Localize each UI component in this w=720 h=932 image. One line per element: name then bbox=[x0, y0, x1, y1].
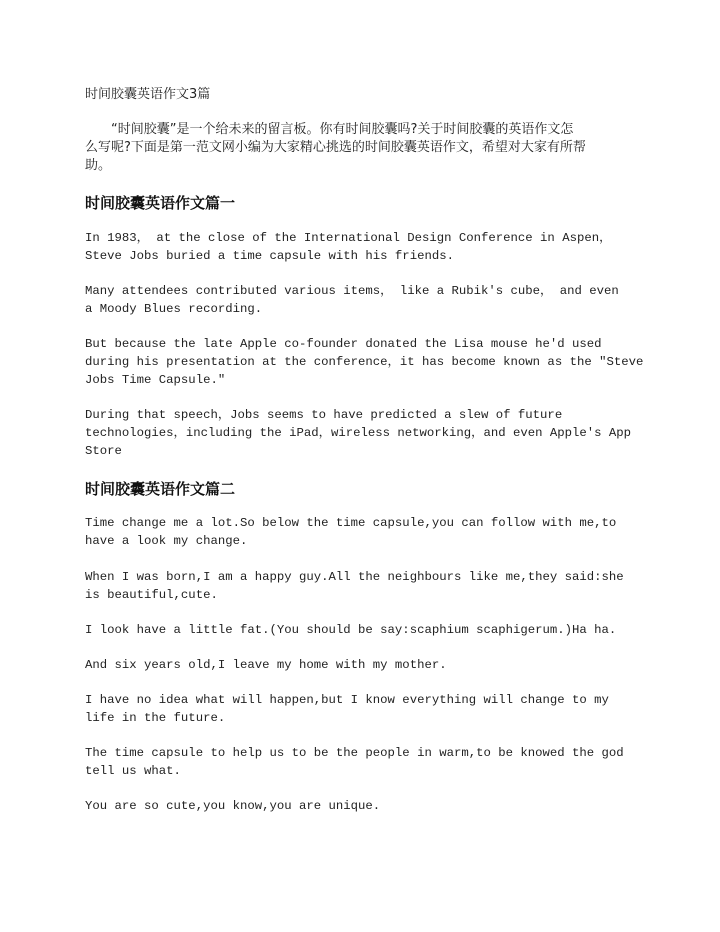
paragraph: Many attendees contributed various items， like a Rubik's cube， and even a Moody Blues recording. bbox=[85, 284, 619, 316]
document-title: 时间胶囊英语作文3篇 bbox=[85, 87, 211, 102]
paragraph: When I was born,I am a happy guy.All the neighbours like me,they said:she is beautiful,cute. bbox=[85, 570, 624, 602]
paragraph: The time capsule to help us to be the people in warm,to be knowed the god tell us what. bbox=[85, 746, 624, 778]
paragraph: During that speech，Jobs seems to have predicted a slew of future technologies，including the iPad，wireless networking，and even Apple's App Store bbox=[85, 408, 632, 458]
section-heading-1: 时间胶囊英语作文篇一 bbox=[85, 194, 236, 212]
paragraph: Time change me a lot.So below the time capsule,you can follow with me,to have a look my change. bbox=[85, 516, 617, 548]
paragraph: But because the late Apple co-founder donated the Lisa mouse he'd used during his presentation at the conference，it has become known as the "Steve Jobs Time Capsule." bbox=[85, 337, 644, 387]
paragraph: In 1983， at the close of the International Design Conference in Aspen， Steve Jobs buried a time capsule with his friends. bbox=[85, 231, 612, 263]
paragraph: And six years old,I leave my home with my mother. bbox=[85, 658, 447, 672]
intro-paragraph: “时间胶囊”是一个给未来的留言板。你有时间胶囊吗?关于时间胶囊的英语作文怎 么写呢?下面是第一范文网小编为大家精心挑选的时间胶囊英语作文，希望对大家有所帮 助。 bbox=[85, 122, 586, 173]
section-heading-2: 时间胶囊英语作文篇二 bbox=[85, 480, 236, 498]
paragraph: I have no idea what will happen,but I know everything will change to my life in the future. bbox=[85, 693, 609, 725]
paragraph: I look have a little fat.(You should be say:scaphium scaphigerum.)Ha ha. bbox=[85, 623, 617, 637]
paragraph: You are so cute,you know,you are unique. bbox=[85, 799, 381, 813]
